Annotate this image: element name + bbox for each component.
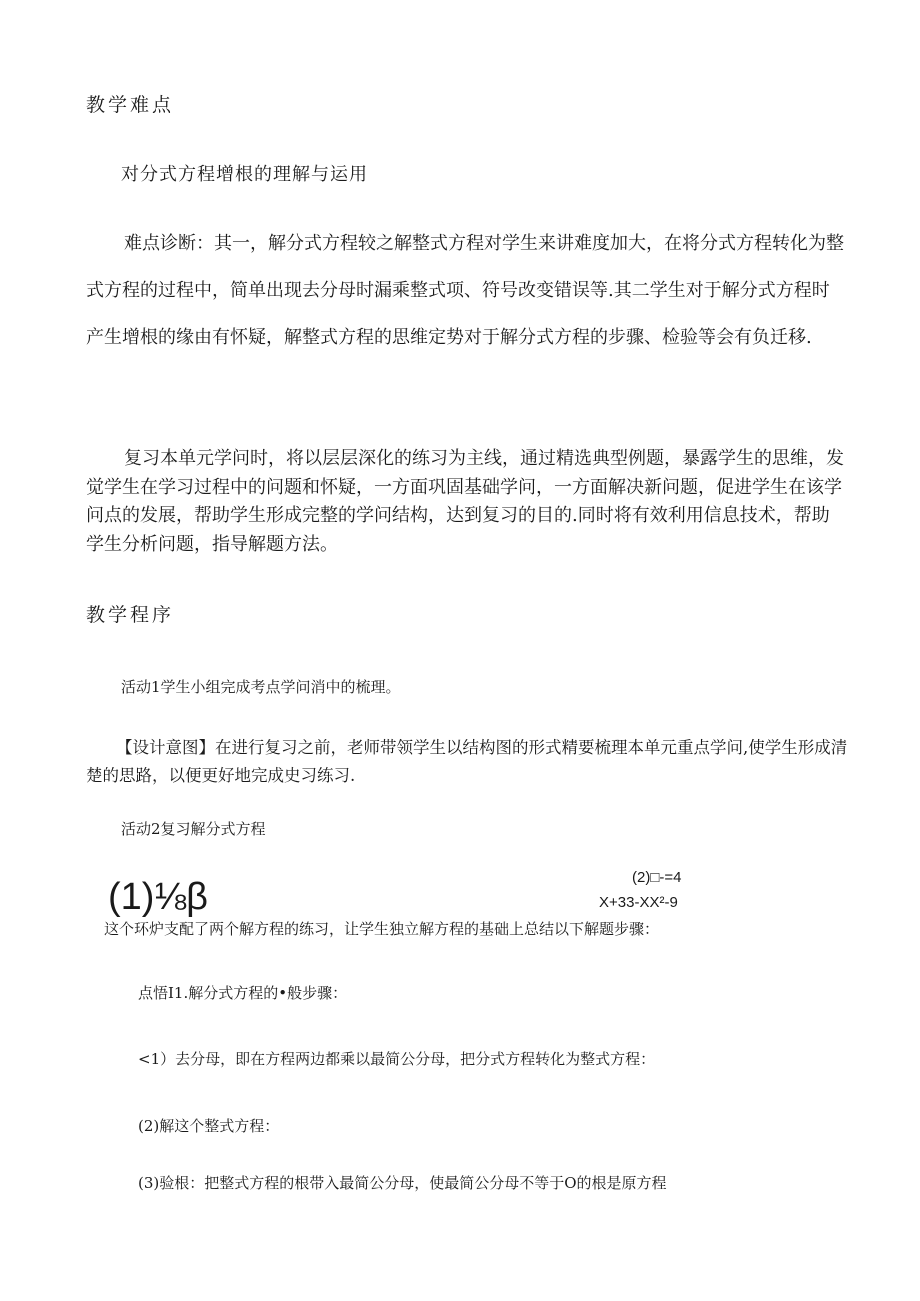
review-paragraph (86, 445, 846, 559)
equation-2-bottom: X+33-XX²-9 (599, 894, 678, 911)
diagnosis-paragraph (86, 220, 846, 361)
equation-1: (1)⅛β (108, 876, 208, 918)
step-2: (2)解这个整式方程： (138, 1117, 280, 1135)
equation-2-top: (2)□-=4 (632, 869, 682, 886)
design-intent-paragraph (86, 734, 856, 790)
activity-1: 活动1学生小组完成考点学问消中的梳理。 (121, 678, 401, 696)
heading-difficulty: 教学难点 (86, 94, 175, 116)
step-1: <1）去分母，即在方程两边都乘以最简公分母，把分式方程转化为整式方程： (138, 1050, 656, 1068)
design-intent-text: 【设计意图】在进行复习之前，老师带领学生以结构图的形式精要梳理本单元重点学问,使学生形成清楚的思路，以便更好地完成史习练习. (86, 738, 848, 785)
activity-2: 活动2复习解分式方程 (121, 820, 266, 838)
step-3: (3)验根：把整式方程的根带入最简公分母，使最简公分母不等于O的根是原方程 (138, 1174, 667, 1192)
review-text: 复习本单元学问时，将以层层深化的练习为主线，通过精选典型例题，暴露学生的思维，发觉学生在学习过程中的问题和怀疑，一方面巩固基础学问，一方面解决新问题，促进学生在该学问点的发展，帮助学生形成完整的学问结构，达到复习的目的.同时将有效利用信息技术，帮助学生分析问题，指导解题方法。 (86, 448, 844, 555)
difficulty-line: 对分式方程增根的理解与运用 (121, 164, 368, 185)
heading-procedure: 教学程序 (86, 604, 175, 626)
tip-title: 点悟I1.解分式方程的•般步骤： (138, 984, 348, 1002)
diagnosis-text: 难点诊断：其一，解分式方程较之解整式方程对学生来讲难度加大，在将分式方程转化为整式方程的过程中，简单出现去分母时漏乘整式项、符号改变错误等.其二学生对于解分式方程时产生增根的缘由有怀疑，解整式方程的思维定势对于解分式方程的步骤、检验等会有负迁移. (86, 233, 844, 348)
exercise-note: 这个环炉支配了两个解方程的练习，让学生独立解方程的基础上总结以下解题步骤： (104, 920, 660, 938)
